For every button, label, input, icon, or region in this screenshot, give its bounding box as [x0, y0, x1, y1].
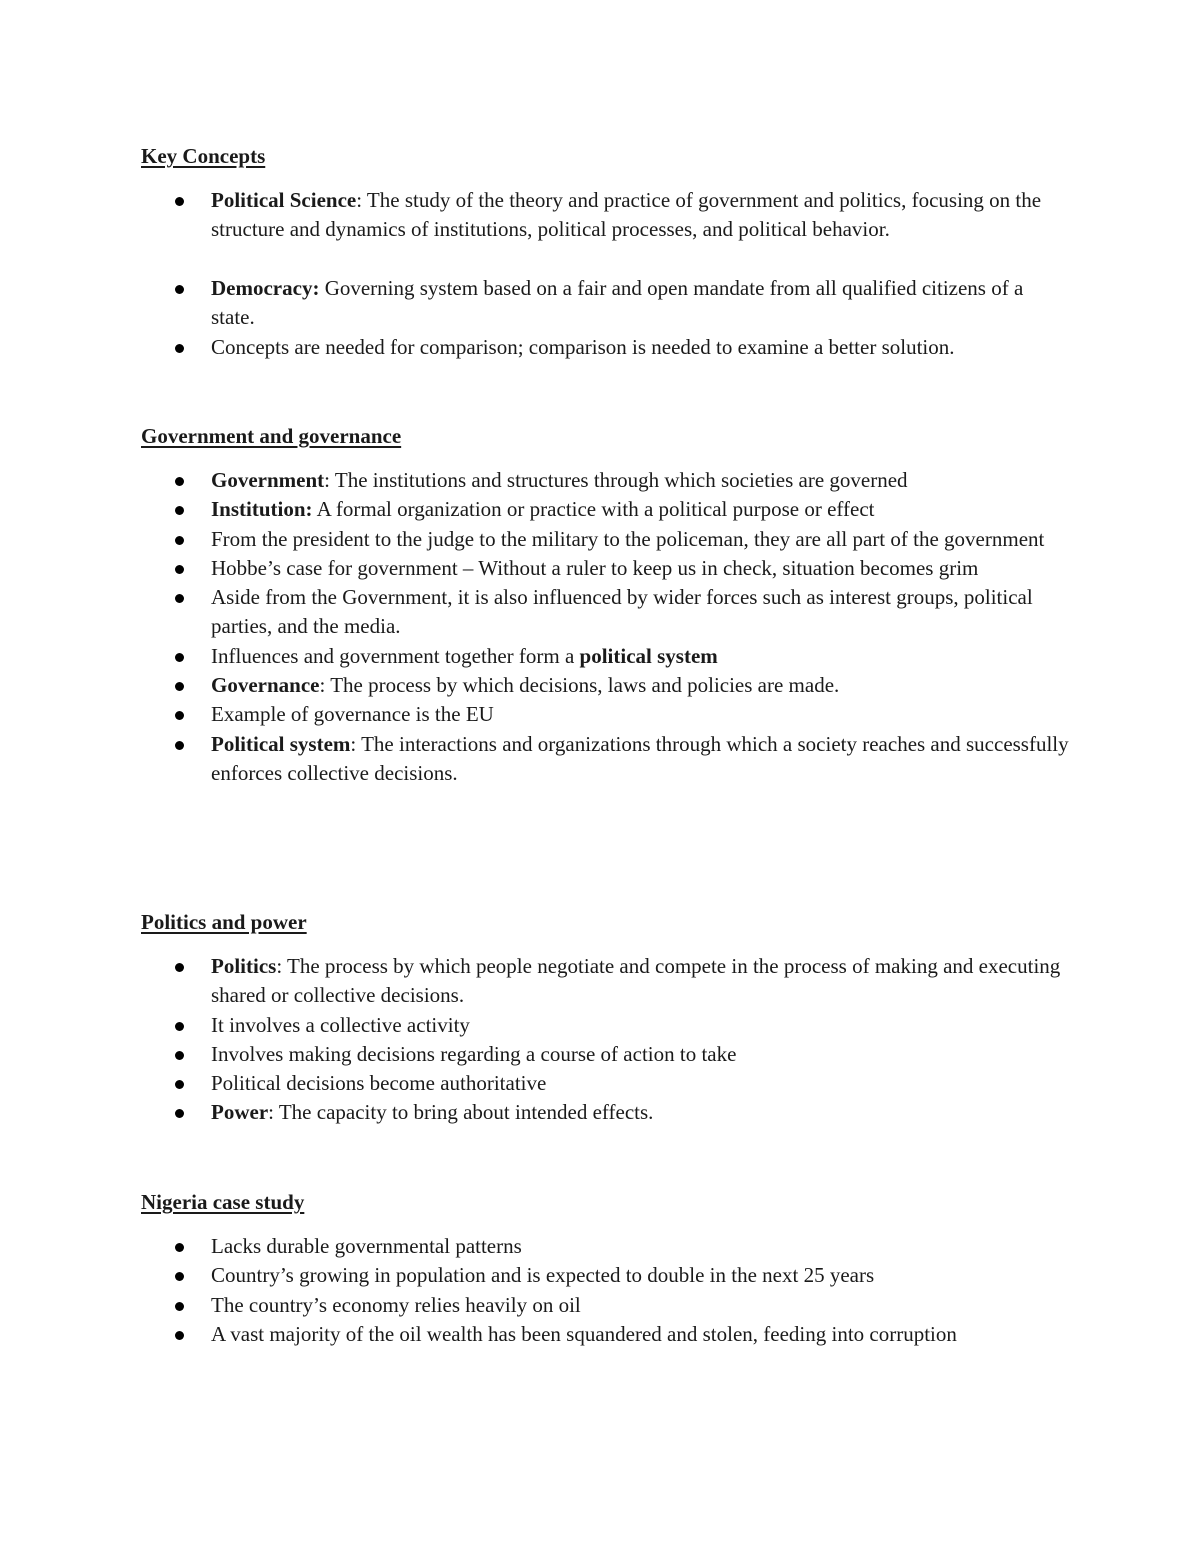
item-text: : The process by which people negotiate and compete in the process of making and executing shared or collective decisions.	[211, 954, 1061, 1008]
section-heading: Nigeria case study	[141, 1190, 305, 1214]
list-item	[141, 952, 1071, 1011]
section-heading: Government and governance	[141, 424, 402, 448]
bullet-icon	[175, 1331, 184, 1340]
list-item	[141, 333, 1071, 362]
term-label: Governance	[211, 673, 320, 698]
bullet-icon	[175, 741, 184, 750]
bullet-icon	[175, 963, 184, 972]
term-label: Democracy:	[211, 276, 320, 300]
list-item	[141, 1098, 1071, 1127]
item-text: Governing system based on a fair and open mandate from all qualified citizens of a state.	[211, 276, 1024, 330]
list-item	[141, 525, 1071, 554]
bullet-icon	[175, 711, 184, 720]
bullet-list	[141, 1232, 1071, 1349]
item-text: Country’s growing in population and is expected to double in the next 25 years	[211, 1263, 875, 1288]
term-label: Power	[211, 1100, 269, 1125]
item-text: Political decisions become authoritative	[211, 1071, 547, 1096]
term-label: Government	[211, 468, 325, 492]
term-label: Political Science	[211, 188, 357, 212]
item-text: Aside from the Government, it is also influenced by wider forces such as interest groups, political parties, and the media.	[211, 585, 1033, 639]
item-text: A formal organization or practice with a political purpose or effect	[312, 497, 875, 522]
bullet-icon	[175, 594, 184, 603]
bullet-list	[141, 186, 1071, 362]
list-item	[141, 583, 1071, 642]
bullet-icon	[175, 536, 184, 545]
item-text: It involves a collective activity	[211, 1012, 470, 1037]
list-item	[141, 1261, 1071, 1290]
list-item	[141, 1011, 1071, 1040]
bullet-icon	[175, 285, 184, 294]
list-item	[141, 1291, 1071, 1320]
term-label: Institution:	[211, 497, 313, 522]
item-text: Involves making decisions regarding a course of action to take	[211, 1041, 737, 1066]
item-text: Influences and government together form a	[211, 643, 580, 668]
list-item	[141, 1069, 1071, 1098]
item-text: : The interactions and organizations through which a society reaches and successfully enforces collective decisions.	[211, 731, 1069, 785]
bullet-icon	[175, 1051, 184, 1060]
item-text: From the president to the judge to the military to the policeman, they are all part of the government	[211, 526, 1045, 551]
term-label: Politics	[211, 954, 277, 978]
section-heading: Politics and power	[141, 910, 307, 934]
item-text: Concepts are needed for comparison; comparison is needed to examine a better solution.	[211, 335, 955, 359]
bullet-icon	[175, 344, 184, 353]
item-text: Hobbe’s case for government – Without a ruler to keep us in check, situation becomes grim	[211, 555, 979, 580]
term-label: Political system	[211, 731, 351, 756]
item-text: : The institutions and structures through which societies are governed	[324, 468, 908, 492]
list-item	[141, 1040, 1071, 1069]
bullet-icon	[175, 506, 184, 515]
section-government-and-governance	[141, 423, 1071, 785]
list-item	[141, 642, 1071, 671]
list-item	[141, 730, 1071, 789]
bullet-list	[141, 466, 1071, 788]
list-item	[141, 466, 1071, 495]
bullet-icon	[175, 682, 184, 691]
list-item	[141, 700, 1071, 729]
bullet-icon	[175, 197, 184, 206]
item-text: Lacks durable governmental patterns	[211, 1234, 522, 1258]
bullet-icon	[175, 1109, 184, 1118]
bullet-icon	[175, 1080, 184, 1089]
item-text: The country’s economy relies heavily on oil	[211, 1292, 581, 1317]
list-item	[141, 495, 1071, 524]
list-item	[141, 274, 1071, 333]
list-item	[141, 554, 1071, 583]
bullet-list	[141, 952, 1071, 1128]
bullet-icon	[175, 1302, 184, 1311]
bullet-icon	[175, 1022, 184, 1031]
bullet-icon	[175, 1272, 184, 1281]
list-item	[141, 1232, 1071, 1261]
list-item	[141, 186, 1071, 274]
item-text: : The study of the theory and practice of government and politics, focusing on the structure and dynamics of institutions, political processes, and political behavior.	[211, 188, 1042, 242]
section-nigeria-case-study	[141, 1189, 1071, 1346]
item-text: : The capacity to bring about intended effects.	[268, 1100, 654, 1125]
bullet-icon	[175, 1243, 184, 1252]
list-item	[141, 671, 1071, 700]
bullet-icon	[175, 565, 184, 574]
list-item	[141, 1320, 1071, 1349]
section-heading: Key Concepts	[141, 144, 266, 168]
section-politics-and-power	[141, 909, 1071, 1125]
item-text: Example of governance is the EU	[211, 702, 494, 727]
political-system-term: political system	[579, 643, 718, 668]
item-text: A vast majority of the oil wealth has been squandered and stolen, feeding into corruption	[211, 1321, 957, 1346]
section-key-concepts	[141, 143, 1071, 359]
bullet-icon	[175, 477, 184, 486]
item-text: : The process by which decisions, laws and policies are made.	[319, 673, 840, 698]
bullet-icon	[175, 653, 184, 662]
